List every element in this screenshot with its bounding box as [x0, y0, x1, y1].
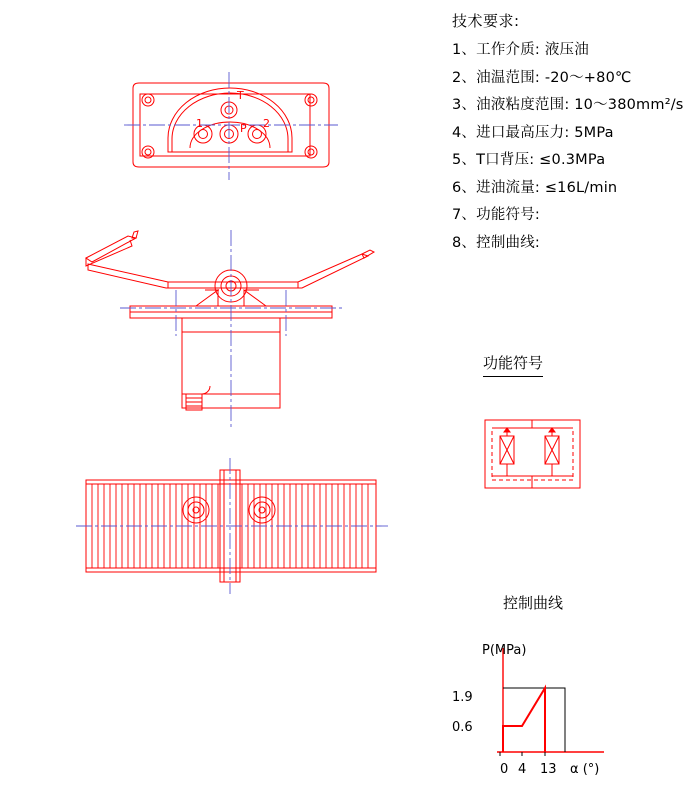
bottom-view-centerlines	[76, 458, 388, 594]
spec-item-6: 6、进油流量: ≤16L/min	[452, 179, 618, 196]
curve-y-axis-label: P(MPa)	[482, 643, 527, 658]
curve-x-tick-13: 13	[540, 762, 557, 777]
curve-x-tick-4: 4	[518, 762, 527, 777]
function-symbol-diagram	[485, 420, 580, 488]
spec-item-7: 7、功能符号:	[452, 207, 541, 223]
spec-item-1: 1、工作介质: 液压油	[452, 42, 589, 58]
function-symbol-heading: 功能符号	[483, 352, 543, 377]
curve-y-tick-2: 0.6	[452, 720, 473, 735]
control-curve-chart	[497, 648, 604, 756]
spec-item-3: 3、油液粘度范围: 10～380mm²/s	[452, 97, 684, 113]
curve-x-axis-label: α (°)	[570, 762, 600, 777]
label-port-1: 1	[196, 117, 203, 130]
spec-item-2: 2、油温范围: -20～+80℃	[452, 69, 632, 86]
technical-requirements-block	[452, 10, 682, 258]
spec-item-5: 5、T口背压: ≤0.3MPa	[452, 152, 606, 168]
front-view-elevation	[86, 231, 374, 410]
curve-x-tick-0: 0	[500, 762, 509, 777]
label-port-p: P	[240, 122, 247, 135]
spec-item-8: 8、控制曲线:	[452, 234, 541, 251]
label-port-2: 2	[263, 117, 270, 130]
control-curve-heading: 控制曲线	[503, 594, 564, 612]
spec-item-4: 4、进口最高压力: 5MPa	[452, 124, 614, 141]
label-port-t: T	[237, 89, 244, 102]
spec-title: 技术要求:	[452, 12, 520, 30]
curve-series-line	[503, 688, 545, 752]
front-view-centerlines	[120, 230, 344, 430]
curve-y-tick-1: 1.9	[452, 690, 473, 705]
